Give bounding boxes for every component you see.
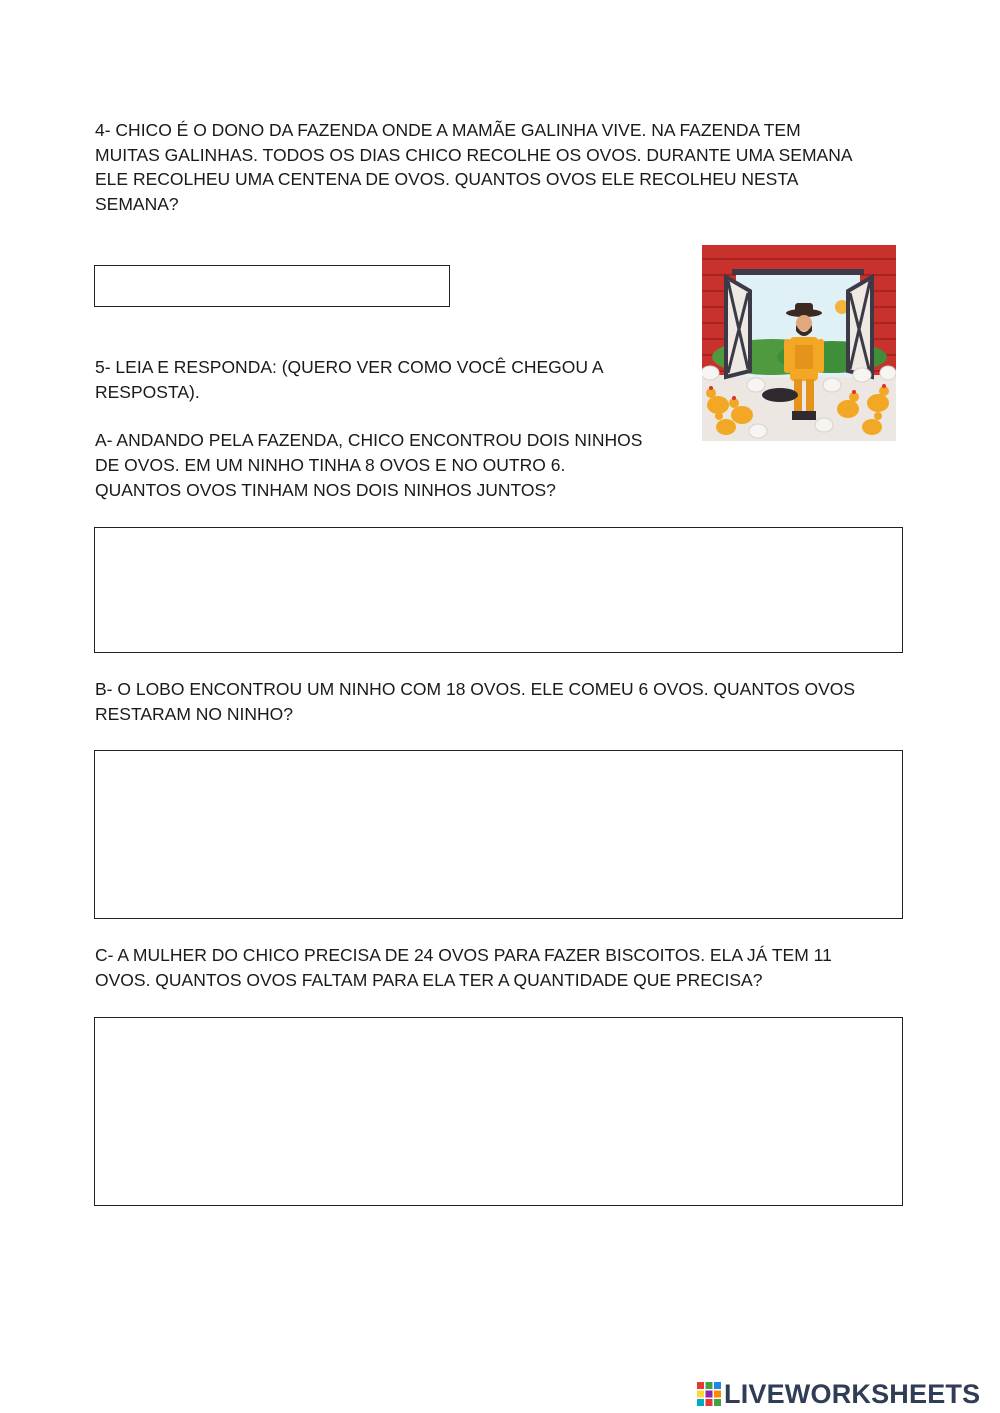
question-4-line: 4- CHICO É O DONO DA FAZENDA ONDE A MAMÃE GALINHA VIVE. NA FAZENDA TEM: [95, 120, 801, 140]
egg-basket: [762, 388, 798, 402]
question-4-line: ELE RECOLHEU UMA CENTENA DE OVOS. QUANTOS OVOS ELE RECOLHEU NESTA: [95, 169, 799, 189]
part-c-line: C- A MULHER DO CHICO PRECISA DE 24 OVOS PARA FAZER BISCOITOS. ELA JÁ TEM 11: [95, 945, 832, 965]
door-frame-top: [732, 269, 864, 275]
part-c-answer-input[interactable]: [94, 1017, 903, 1206]
part-b-line: B- O LOBO ENCONTROU UM NINHO COM 18 OVOS. ELE COMEU 6 OVOS. QUANTOS OVOS: [95, 679, 856, 699]
part-b-line: RESTARAM NO NINHO?: [95, 704, 294, 724]
question-4-answer-input[interactable]: [94, 265, 450, 307]
part-a-line: QUANTOS OVOS TINHAM NOS DOIS NINHOS JUNTOS?: [95, 480, 556, 500]
question-5-line: RESPOSTA).: [95, 382, 200, 402]
brand-name: LIVEWORKSHEETS: [724, 1378, 981, 1409]
farmer-with-chickens-icon: [702, 245, 896, 441]
part-a-answer-input[interactable]: [94, 527, 903, 653]
part-c-line: OVOS. QUANTOS OVOS FALTAM PARA ELA TER A QUANTIDADE QUE PRECISA?: [95, 970, 763, 990]
liveworksheets-brand[interactable]: [697, 1377, 980, 1411]
question-5-line: 5- LEIA E RESPONDA: (QUERO VER COMO VOCÊ CHEGOU A: [95, 357, 604, 377]
part-a-line: A- ANDANDO PELA FAZENDA, CHICO ENCONTROU DOIS NINHOS: [95, 430, 643, 450]
part-b-answer-input[interactable]: [94, 750, 903, 919]
liveworksheets-logo-icon: [697, 1382, 721, 1406]
question-4-line: SEMANA?: [95, 194, 179, 214]
part-a-line: DE OVOS. EM UM NINHO TINHA 8 OVOS E NO OUTRO 6.: [95, 455, 566, 475]
question-4-line: MUITAS GALINHAS. TODOS OS DIAS CHICO RECOLHE OS OVOS. DURANTE UMA SEMANA: [95, 145, 853, 165]
